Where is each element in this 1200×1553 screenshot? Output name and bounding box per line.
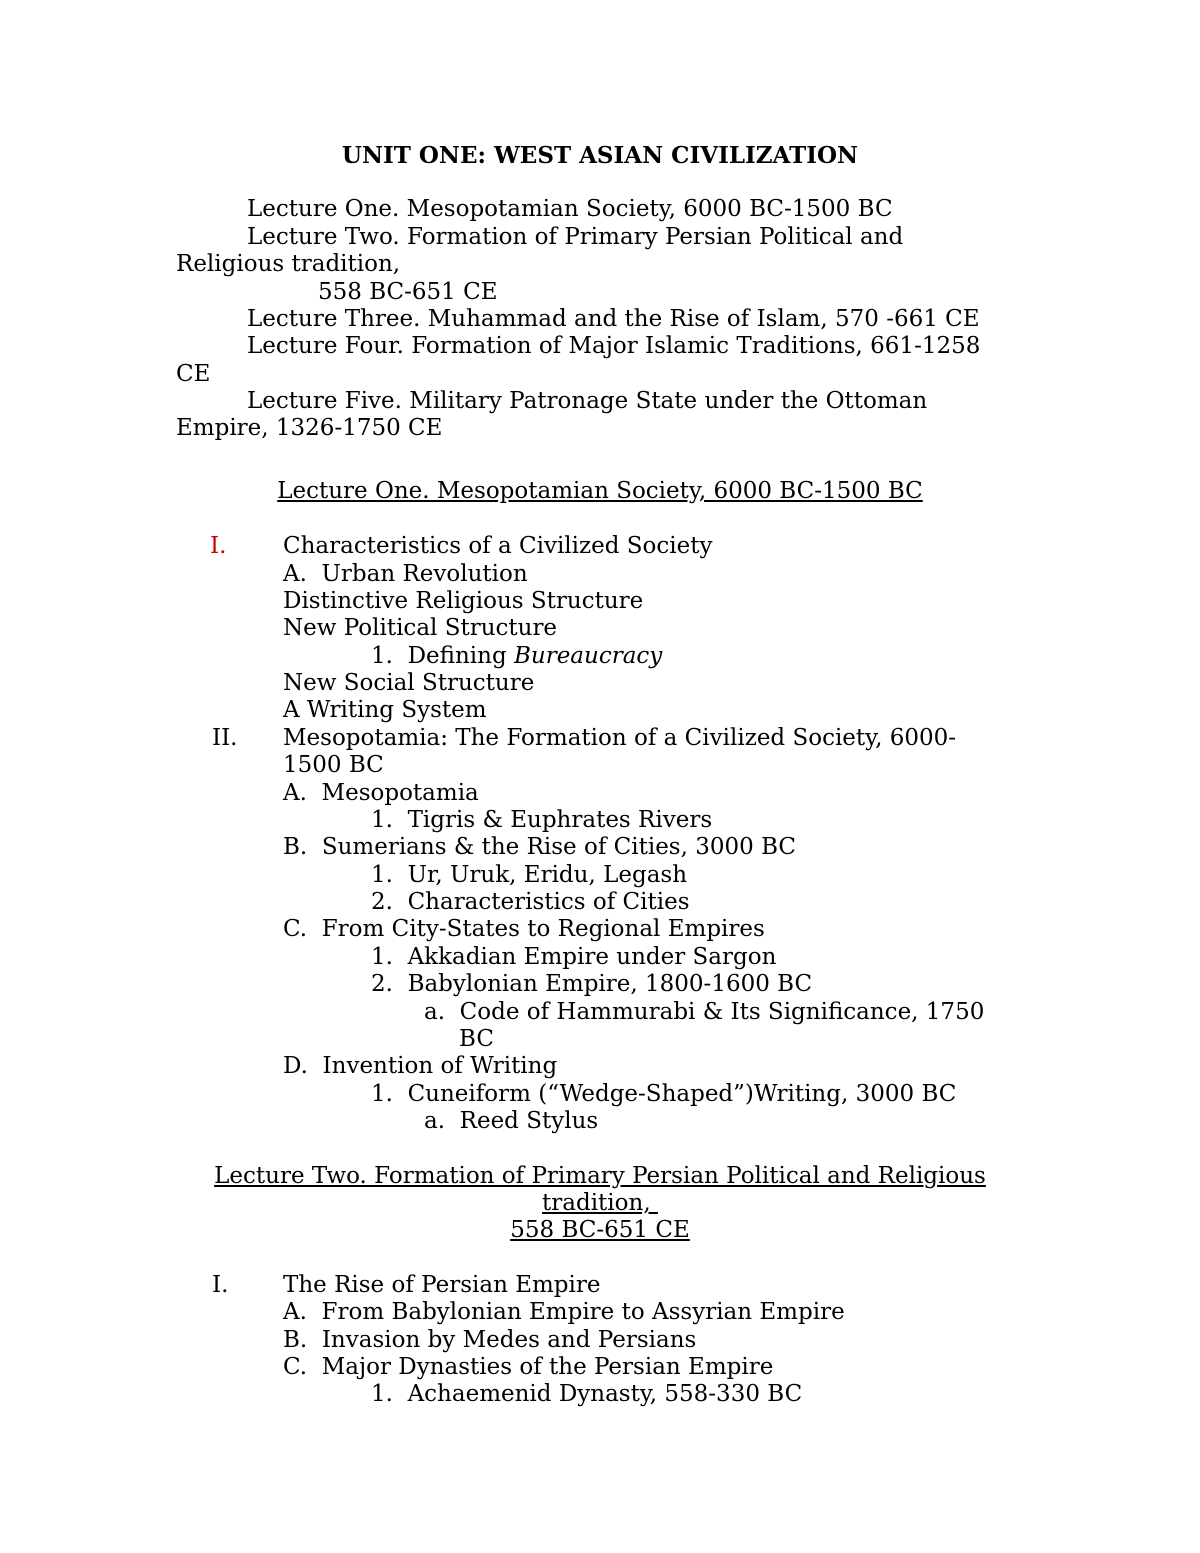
outline-item: 2. Babylonian Empire, 1800-1600 BC xyxy=(371,971,813,997)
outline-item: A Writing System xyxy=(283,697,487,723)
outline-item: 1500 BC xyxy=(283,752,384,778)
outline-item: Characteristics of a Civilized Society xyxy=(283,533,713,559)
toc-lecture-two-dates: 558 BC-651 CE xyxy=(318,279,498,305)
toc-lecture-five-cont: Empire, 1326-1750 CE xyxy=(176,415,443,441)
outline-item: C. Major Dynasties of the Persian Empire xyxy=(283,1354,774,1380)
outline-item: C. From City-States to Regional Empires xyxy=(283,916,765,942)
outline-item: 1. Cuneiform (“Wedge-Shaped”)Writing, 3000 BC xyxy=(371,1081,957,1107)
toc-lecture-three: Lecture Three. Muhammad and the Rise of Islam, 570 -661 CE xyxy=(247,306,980,332)
outline-item: Distinctive Religious Structure xyxy=(283,588,644,614)
lecture-two-heading-dates: 558 BC-651 CE xyxy=(510,1217,690,1243)
page-title: UNIT ONE: WEST ASIAN CIVILIZATION xyxy=(341,142,859,169)
outline-item: Mesopotamia: The Formation of a Civilized Society, 6000- xyxy=(283,725,957,751)
outline-numeral-i: I. xyxy=(210,533,227,559)
toc-lecture-two: Lecture Two. Formation of Primary Persian Political and xyxy=(247,224,904,250)
outline-item: D. Invention of Writing xyxy=(283,1053,558,1079)
outline-item: B. Sumerians & the Rise of Cities, 3000 BC xyxy=(283,834,797,860)
outline-item: New Social Structure xyxy=(283,670,535,696)
outline-item: 2. Characteristics of Cities xyxy=(371,889,690,915)
lecture-one-heading: Lecture One. Mesopotamian Society, 6000 BC-1500 BC xyxy=(277,478,923,504)
outline-item-text: 1. Defining xyxy=(371,643,514,669)
outline-item: The Rise of Persian Empire xyxy=(283,1272,601,1298)
outline-item: a. Reed Stylus xyxy=(424,1108,599,1134)
toc-lecture-two-cont: Religious tradition, xyxy=(176,251,401,277)
outline-item: New Political Structure xyxy=(283,615,558,641)
lecture-two-heading-cont: tradition, xyxy=(542,1190,658,1216)
outline-item: a. Code of Hammurabi & Its Significance, 1750 xyxy=(424,999,985,1025)
outline-numeral-i: I. xyxy=(212,1272,229,1298)
toc-lecture-four: Lecture Four. Formation of Major Islamic Traditions, 661-1258 xyxy=(247,333,981,359)
outline-item: A. From Babylonian Empire to Assyrian Empire xyxy=(283,1299,845,1325)
outline-item: 1. Ur, Uruk, Eridu, Legash xyxy=(371,862,688,888)
outline-item: B. Invasion by Medes and Persians xyxy=(283,1327,697,1353)
outline-item xyxy=(371,643,662,670)
outline-item: BC xyxy=(459,1026,494,1052)
outline-item: 1. Achaemenid Dynasty, 558-330 BC xyxy=(371,1381,803,1407)
outline-item: 1. Akkadian Empire under Sargon xyxy=(371,944,777,970)
outline-item: 1. Tigris & Euphrates Rivers xyxy=(371,807,713,833)
lecture-two-heading: Lecture Two. Formation of Primary Persian Political and Religious xyxy=(214,1163,986,1189)
toc-lecture-one: Lecture One. Mesopotamian Society, 6000 BC-1500 BC xyxy=(247,196,893,222)
outline-item: A. Mesopotamia xyxy=(283,780,479,806)
emphasized-term: Bureaucracy xyxy=(513,643,663,669)
outline-item: A. Urban Revolution xyxy=(283,561,528,587)
outline-numeral-ii: II. xyxy=(212,725,238,751)
toc-lecture-four-cont: CE xyxy=(176,361,211,387)
toc-lecture-five: Lecture Five. Military Patronage State under the Ottoman xyxy=(247,388,928,414)
